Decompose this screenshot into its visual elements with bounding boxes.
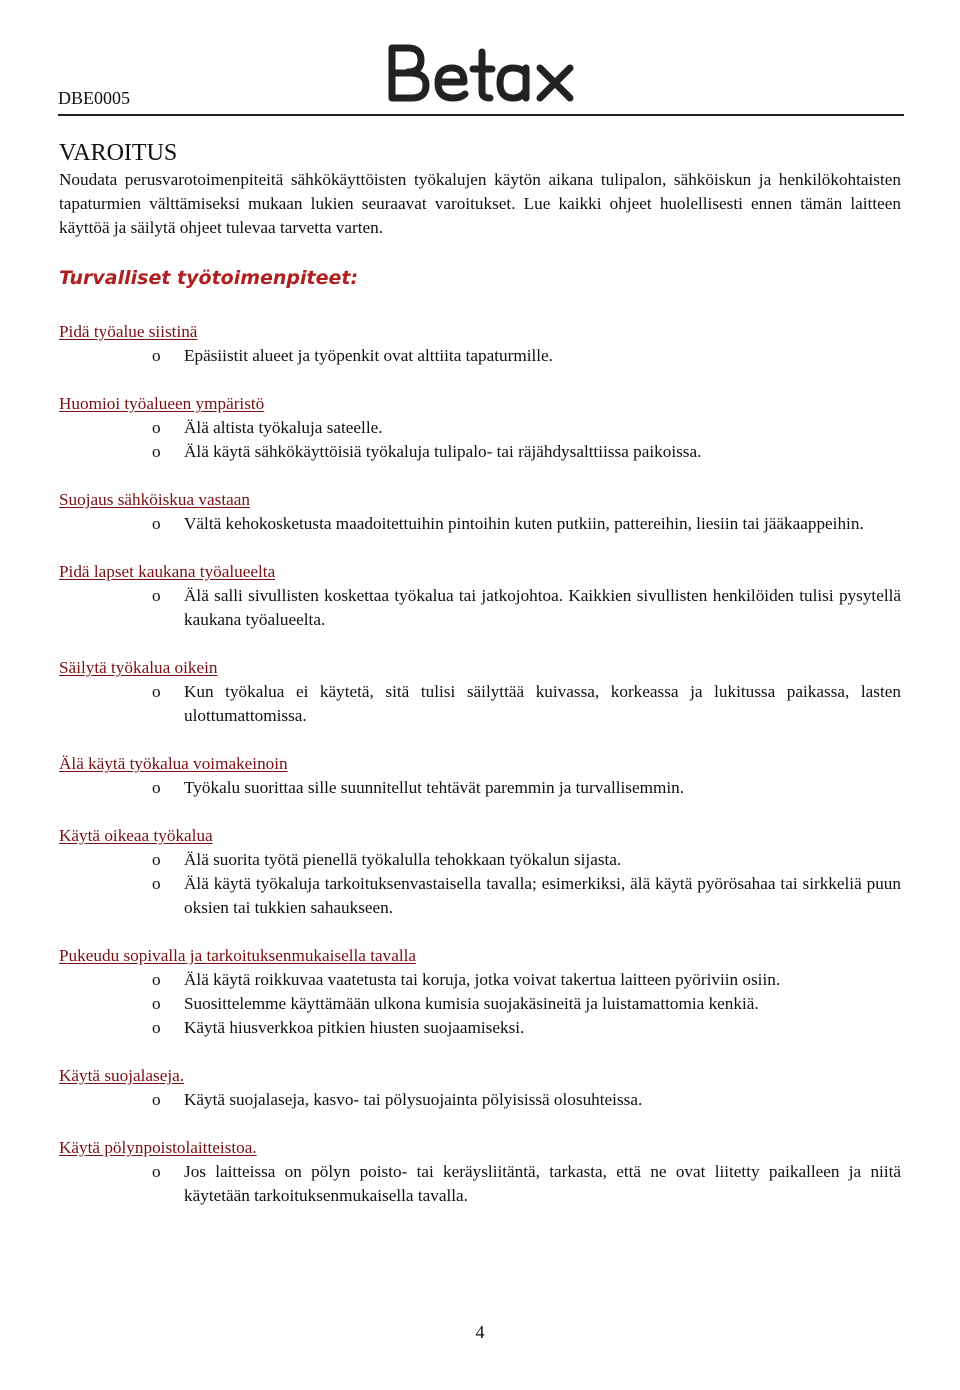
bullet-marker: o	[152, 418, 161, 437]
instruction-text: Vältä kehokosketusta maadoitettuihin pintoihin kuten putkiin, pattereihin, liesiin tai jääkaappeihin.	[184, 514, 864, 533]
bullet-marker: o	[152, 1018, 161, 1037]
page-header	[58, 40, 904, 114]
instruction-list	[59, 1088, 901, 1112]
instruction-list	[59, 584, 901, 632]
instruction-list	[59, 344, 901, 368]
safe-procedures-heading: Turvalliset työtoimenpiteet:	[59, 267, 359, 289]
bullet-marker: o	[152, 778, 161, 797]
section-title: Pidä lapset kaukana työalueelta	[59, 562, 276, 581]
list-item	[59, 416, 901, 440]
safety-section	[59, 1136, 901, 1208]
list-item	[59, 1016, 901, 1040]
instruction-list	[59, 416, 901, 464]
instruction-text: Älä altista työkaluja sateelle.	[184, 418, 383, 437]
bullet-marker: o	[152, 994, 161, 1013]
section-title: Pidä työalue siistinä	[59, 322, 198, 341]
section-title: Suojaus sähköiskua vastaan	[59, 490, 250, 509]
safety-section	[59, 488, 901, 536]
betax-logo	[384, 40, 580, 106]
safety-section	[59, 392, 901, 464]
safety-section	[59, 320, 901, 368]
page-number: 4	[475, 1322, 485, 1342]
list-item	[59, 584, 901, 632]
list-item	[59, 872, 901, 920]
bullet-marker: o	[152, 1090, 161, 1109]
instruction-text: Työkalu suorittaa sille suunnitellut tehtävät paremmin ja turvallisemmin.	[184, 778, 684, 797]
instruction-text: Jos laitteissa on pölyn poisto- tai keräysliitäntä, tarkasta, että ne ovat liitetty paikalleen ja niitä käytetään tarkoituksenmukaisella tavalla.	[184, 1162, 901, 1205]
header-divider	[58, 114, 904, 116]
instruction-text: Älä käytä sähkökäyttöisiä työkaluja tulipalo- tai räjähdysalttiissa paikoissa.	[184, 442, 702, 461]
list-item	[59, 440, 901, 464]
instruction-text: Älä salli sivullisten koskettaa työkalua tai jatkojohtoa. Kaikkien sivullisten henkilöiden tulisi pysytellä kaukana työalueelta.	[184, 586, 901, 629]
bullet-marker: o	[152, 874, 161, 893]
list-item	[59, 1160, 901, 1208]
section-title: Huomioi työalueen ympäristö	[59, 394, 265, 413]
instruction-list	[59, 848, 901, 920]
bullet-marker: o	[152, 970, 161, 989]
warning-heading: VAROITUS	[59, 140, 178, 166]
safety-section	[59, 824, 901, 920]
safety-section	[59, 1064, 901, 1112]
instruction-text: Älä suorita työtä pienellä työkalulla tehokkaan työkalun sijasta.	[184, 850, 622, 869]
instruction-list	[59, 968, 901, 1040]
safety-section	[59, 944, 901, 1040]
list-item	[59, 968, 901, 992]
instruction-text: Käytä suojalaseja, kasvo- tai pölysuojainta pölyisissä olosuhteissa.	[184, 1090, 643, 1109]
section-title: Käytä suojalaseja.	[59, 1066, 185, 1085]
instruction-text: Kun työkalua ei käytetä, sitä tulisi säilyttää kuivassa, korkeassa ja lukitussa paikassa, lasten ulottumattomissa.	[184, 682, 901, 725]
section-title: Käytä pölynpoistolaitteistoa.	[59, 1138, 257, 1157]
safety-section	[59, 656, 901, 728]
section-title: Säilytä työkalua oikein	[59, 658, 218, 677]
instruction-text: Epäsiistit alueet ja työpenkit ovat alttiita tapaturmille.	[184, 346, 553, 365]
bullet-marker: o	[152, 586, 161, 605]
instruction-text: Käytä hiusverkkoa pitkien hiusten suojaamiseksi.	[184, 1018, 525, 1037]
safety-section	[59, 752, 901, 800]
instruction-text: Suosittelemme käyttämään ulkona kumisia suojakäsineitä ja luistamattomia kenkiä.	[184, 994, 759, 1013]
list-item	[59, 992, 901, 1016]
safety-section	[59, 560, 901, 632]
bullet-marker: o	[152, 442, 161, 461]
document-code: DBE0005	[58, 88, 130, 108]
instruction-list	[59, 680, 901, 728]
bullet-marker: o	[152, 1162, 161, 1181]
list-item	[59, 512, 901, 536]
section-title: Älä käytä työkalua voimakeinoin	[59, 754, 288, 773]
list-item	[59, 680, 901, 728]
list-item	[59, 776, 901, 800]
list-item	[59, 848, 901, 872]
safety-sections	[59, 320, 901, 1232]
warning-intro: Noudata perusvarotoimenpiteitä sähkökäyttöisten työkalujen käytön aikana tulipalon, sähköiskun ja henkilökohtaisten tapaturmien välttämiseksi mukaan lukien seuraavat varoitukset. Lue kaikki ohjeet huolellisesti ennen tämän laitteen käyttöä ja säilytä ohjeet tulevaa tarvetta varten.	[59, 170, 901, 237]
section-title: Käytä oikeaa työkalua	[59, 826, 213, 845]
bullet-marker: o	[152, 682, 161, 701]
list-item	[59, 1088, 901, 1112]
instruction-list	[59, 1160, 901, 1208]
bullet-marker: o	[152, 850, 161, 869]
page-content	[59, 138, 901, 1205]
instruction-text: Älä käytä työkaluja tarkoituksenvastaisella tavalla; esimerkiksi, älä käytä pyörösahaa tai sirkkeliä puun oksien tai tukkien sahaukseen.	[184, 874, 901, 917]
section-title: Pukeudu sopivalla ja tarkoituksenmukaisella tavalla	[59, 946, 417, 965]
bullet-marker: o	[152, 514, 161, 533]
instruction-list	[59, 776, 901, 800]
list-item	[59, 344, 901, 368]
instruction-text: Älä käytä roikkuvaa vaatetusta tai koruja, jotka voivat takertua laitteen pyöriviin osiin.	[184, 970, 781, 989]
instruction-list	[59, 512, 901, 536]
bullet-marker: o	[152, 346, 161, 365]
